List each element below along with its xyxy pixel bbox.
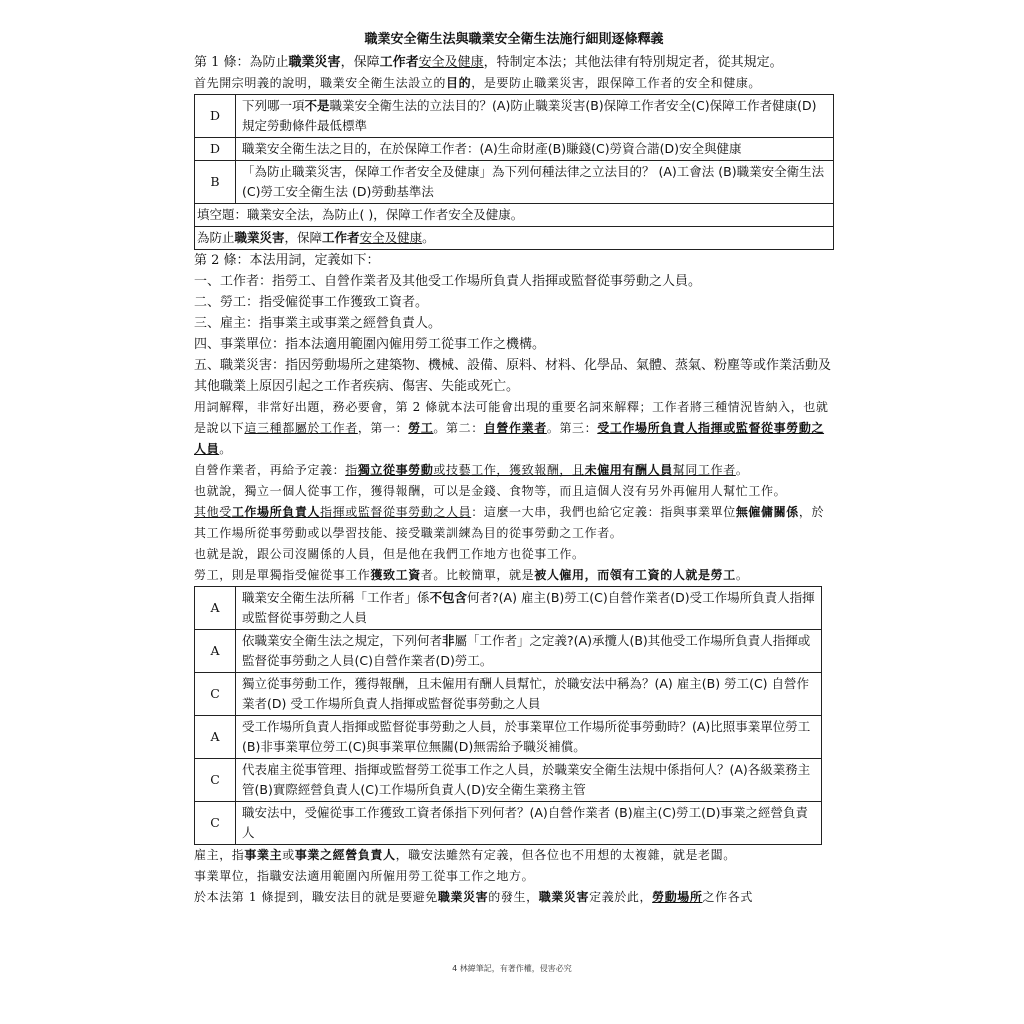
text-span: 。: [422, 230, 435, 245]
text-span: 第 1 條：為防止: [194, 55, 289, 70]
question-cell: [236, 673, 822, 716]
text-span: 於本法第 1 條提到，職安法目的就是要避免: [194, 890, 438, 904]
underline-span: 幫同工作者: [672, 463, 736, 477]
text-span: 。第三：: [546, 421, 598, 435]
bold-underline-span: 未僱用有酬人員: [584, 463, 673, 477]
answer-cell: C: [195, 673, 236, 716]
bold-underline-span: 獨立從事勞動: [357, 463, 434, 477]
definition-item: 一、工作者：指勞工、自營作業者及其他受工作場所負責人指揮或監督從事勞動之人員。: [194, 274, 702, 289]
answer-cell: C: [195, 802, 236, 845]
explanation-paragraph: [194, 565, 834, 586]
explanation-paragraph: [194, 845, 834, 866]
question-row: [195, 759, 822, 802]
text-span: 職業安全衛生法之目的，在於保障工作者：(A)生命財產(B)賺錢(C)勞資合諧(D)安全與健康: [242, 141, 742, 156]
explanation-paragraph: [194, 502, 834, 544]
explanation-paragraph: 也就說，獨立一個人從事工作，獲得報酬，可以是金錢、食物等，而且這個人沒有另外再僱用人幫忙工作。: [194, 484, 787, 498]
text-span: 依職業安全衛生法之規定，下列何者: [242, 633, 443, 648]
question-cell: [236, 630, 822, 673]
text-span: 或: [282, 848, 295, 862]
bold-span: 獲致工資: [370, 568, 421, 582]
text-span: ，職安法雖然有定義，但各位也不用想的太複雜，就是老闆。: [395, 848, 736, 862]
explanation-paragraph: [194, 887, 834, 908]
bold-span: 事業主: [244, 848, 283, 862]
text-span: 職業安全衛生法所稱「工作者」係: [242, 590, 430, 605]
bold-span: 事業之經營負責人: [294, 848, 396, 862]
question-cell: [236, 759, 822, 802]
text-span: 。: [219, 442, 232, 456]
text-span: 職安法中，受僱從事工作獲致工資者係指下列何者？(A)自營作業者 (B)雇主(C)勞工(D)事業之經營負責人: [242, 805, 808, 840]
page-footer: 4 林緯筆記，有著作權，侵害必究: [452, 964, 572, 973]
underline-span: 指揮或監督從事勞動之人員: [320, 505, 472, 519]
question-row: [195, 161, 834, 204]
text-span: ：這麼一大串，我們也給它定義：指與事業單位: [471, 505, 736, 519]
explanation-paragraph: 也就是說，跟公司沒關係的人員，但是他在我們工作地方也從事工作。: [194, 547, 585, 561]
text-span: 屬「工作者」之定義?(A)承攬人(B)其他受工作場所負責人指揮或監督從事勞動之人員(C)自營作業者(D)勞工。: [242, 633, 811, 668]
bold-span: 工作者: [379, 55, 419, 70]
question-row: [195, 716, 822, 759]
explanation-paragraph: [194, 460, 834, 481]
text-span: 。: [735, 568, 749, 582]
text-span: ，第一：: [357, 421, 409, 435]
fill-question-row: [195, 204, 834, 227]
bold-underline-span: 自營作業者: [483, 421, 547, 435]
definition-item: 三、雇主：指事業主或事業之經營負責人。: [194, 316, 442, 331]
explanation-paragraph: 事業單位，指職安法適用範圍內所僱用勞工從事工作之地方。: [194, 869, 535, 883]
text-span: 下列哪一項: [242, 98, 305, 113]
document-page: [194, 30, 834, 908]
text-span: 定義於此，: [589, 890, 653, 904]
bold-span: 職業災害: [437, 890, 489, 904]
article-1-text: [194, 52, 834, 73]
fill-answer-cell: [195, 227, 834, 250]
definition-item: 四、事業單位：指本法適用範圍內僱用勞工從事工作之機構。: [194, 337, 546, 352]
text-span: 「為防止職業災害，保障工作者安全及健康」為下列何種法律之立法目的？ (A)工會法 (B)職業安全衛生法 (C)勞工安全衛生法 (D)勞動基準法: [242, 164, 825, 199]
bold-span: 目的: [446, 76, 472, 90]
text-span: 。: [735, 463, 749, 477]
bold-span: 職業災害: [288, 55, 341, 70]
text-span: 自營作業者，再給予定義：: [194, 463, 346, 477]
answer-cell: A: [195, 630, 236, 673]
text-span: 勞工，則是單獨指受僱從事工作: [194, 568, 371, 582]
question-row: [195, 95, 834, 138]
text-span: 代表雇主從事管理、指揮或監督勞工從事工作之人員，於職業安全衛生法規中係指何人？(A)各級業務主管(B)實際經營負責人(C)工作場所負責人(D)安全衛生業務主管: [242, 762, 811, 797]
text-span: 者。比較簡單，就是: [420, 568, 535, 582]
text-span: ，保障: [284, 230, 323, 245]
text-span: 職業安全衛生法的立法目的？(A)防止職業災害(B)保障工作者安全(C)保障工作者健康(D)規定勞動條件最低標準: [242, 98, 817, 133]
text-span: 為防止: [197, 230, 235, 245]
bold-underline-span: 工作場所負責人: [231, 505, 321, 519]
answer-cell: B: [195, 161, 236, 204]
article-2-heading: 第 2 條：本法用詞，定義如下：: [194, 253, 380, 268]
text-span: 首先開宗明義的說明，職業安全衛生法設立的: [194, 76, 447, 90]
question-row: [195, 630, 822, 673]
definition-item: 二、勞工：指受僱從事工作獲致工資者。: [194, 295, 429, 310]
bold-underline-span: 勞動場所: [652, 890, 703, 904]
bold-span: 被人僱用，而領有工資的人就是勞工: [534, 568, 736, 582]
answer-cell: D: [195, 95, 236, 138]
text-span: ，於其工作場所從事勞動或以學習技能、接受職業訓練為目的從事勞動之工作者。: [194, 505, 825, 540]
text-span: 獨立從事勞動工作，獲得報酬，且未僱用有酬人員幫忙，於職安法中稱為？(A) 雇主(B) 勞工(C) 自營作業者(D) 受工作場所負責人指揮或監督從事勞動之人員: [242, 676, 810, 711]
question-cell: [236, 161, 834, 204]
answer-cell: C: [195, 759, 236, 802]
bold-span: 無僱傭關係: [735, 505, 799, 519]
bold-span: 非: [442, 633, 455, 648]
bold-span: 不包含: [429, 590, 468, 605]
text-span: 用詞解釋，非常好出題，務必要會，第 2 條就本法可能會出現的重要名詞來解釋；工作者將三種情況皆納入，也就是說以下: [194, 400, 829, 435]
bold-underline-span: 受工作場所負責人指揮或監督從事勞動之人員: [194, 421, 825, 456]
question-row: [195, 587, 822, 630]
question-cell: [236, 802, 822, 845]
underline-span: 這三種都屬於工作者: [244, 421, 358, 435]
question-cell: [236, 95, 834, 138]
underline-span: 其他受: [194, 505, 232, 519]
answer-cell: A: [195, 716, 236, 759]
text-span: 。第二：: [433, 421, 484, 435]
underline-span: 安全及健康: [418, 55, 484, 70]
question-cell: [236, 138, 834, 161]
answer-cell: D: [195, 138, 236, 161]
fill-answer-row: [195, 227, 834, 250]
underline-span: 或技藝工作，獲致報酬，且: [433, 463, 585, 477]
text-span: 的發生，: [488, 890, 539, 904]
article-1-note: [194, 73, 834, 94]
question-row: [195, 673, 822, 716]
definition-item: 五、職業災害：指因勞動場所之建築物、機械、設備、原料、材料、化學品、氣體、蒸氣、粉塵等或作業活動及其他職業上原因引起之工作者疾病、傷害、失能或死亡。: [194, 358, 832, 394]
underline-span: 安全及健康: [359, 230, 423, 245]
bold-underline-span: 勞工: [408, 421, 434, 435]
bold-span: 職業災害: [538, 890, 590, 904]
bold-span: 不是: [304, 98, 330, 113]
question-row: [195, 138, 834, 161]
question-row: [195, 802, 822, 845]
bold-span: 工作者: [322, 230, 360, 245]
text-span: 雇主，指: [194, 848, 245, 862]
text-span: ，特制定本法；其他法律有特別規定者，從其規定。: [483, 55, 783, 70]
text-span: ，保障: [340, 55, 380, 70]
question-table-1: [194, 94, 834, 250]
question-cell: [236, 587, 822, 630]
text-span: 之作各式: [702, 890, 753, 904]
text-span: ，是要防止職業災害，跟保障工作者的安全和健康。: [471, 76, 762, 90]
bold-span: 職業災害: [234, 230, 285, 245]
answer-cell: A: [195, 587, 236, 630]
text-span: 何者?(A) 雇主(B)勞工(C)自營作業者(D)受工作場所負責人指揮或監督從事勞動之人員: [242, 590, 815, 625]
text-span: 受工作場所負責人指揮或監督從事勞動之人員，於事業單位工作場所從事勞動時？(A)比照事業單位勞工(B)非事業單位勞工(C)與事業單位無關(D)無需給予職災補償。: [242, 719, 811, 754]
underline-span: 指: [345, 463, 358, 477]
document-title: 職業安全衛生法與職業安全衛生法施行細則逐條釋義: [364, 32, 664, 47]
question-cell: [236, 716, 822, 759]
fill-question-cell: 填空題：職業安全法，為防止( )，保障工作者安全及健康。: [195, 204, 834, 227]
explanation-paragraph: [194, 397, 834, 460]
question-table-2: [194, 586, 822, 845]
